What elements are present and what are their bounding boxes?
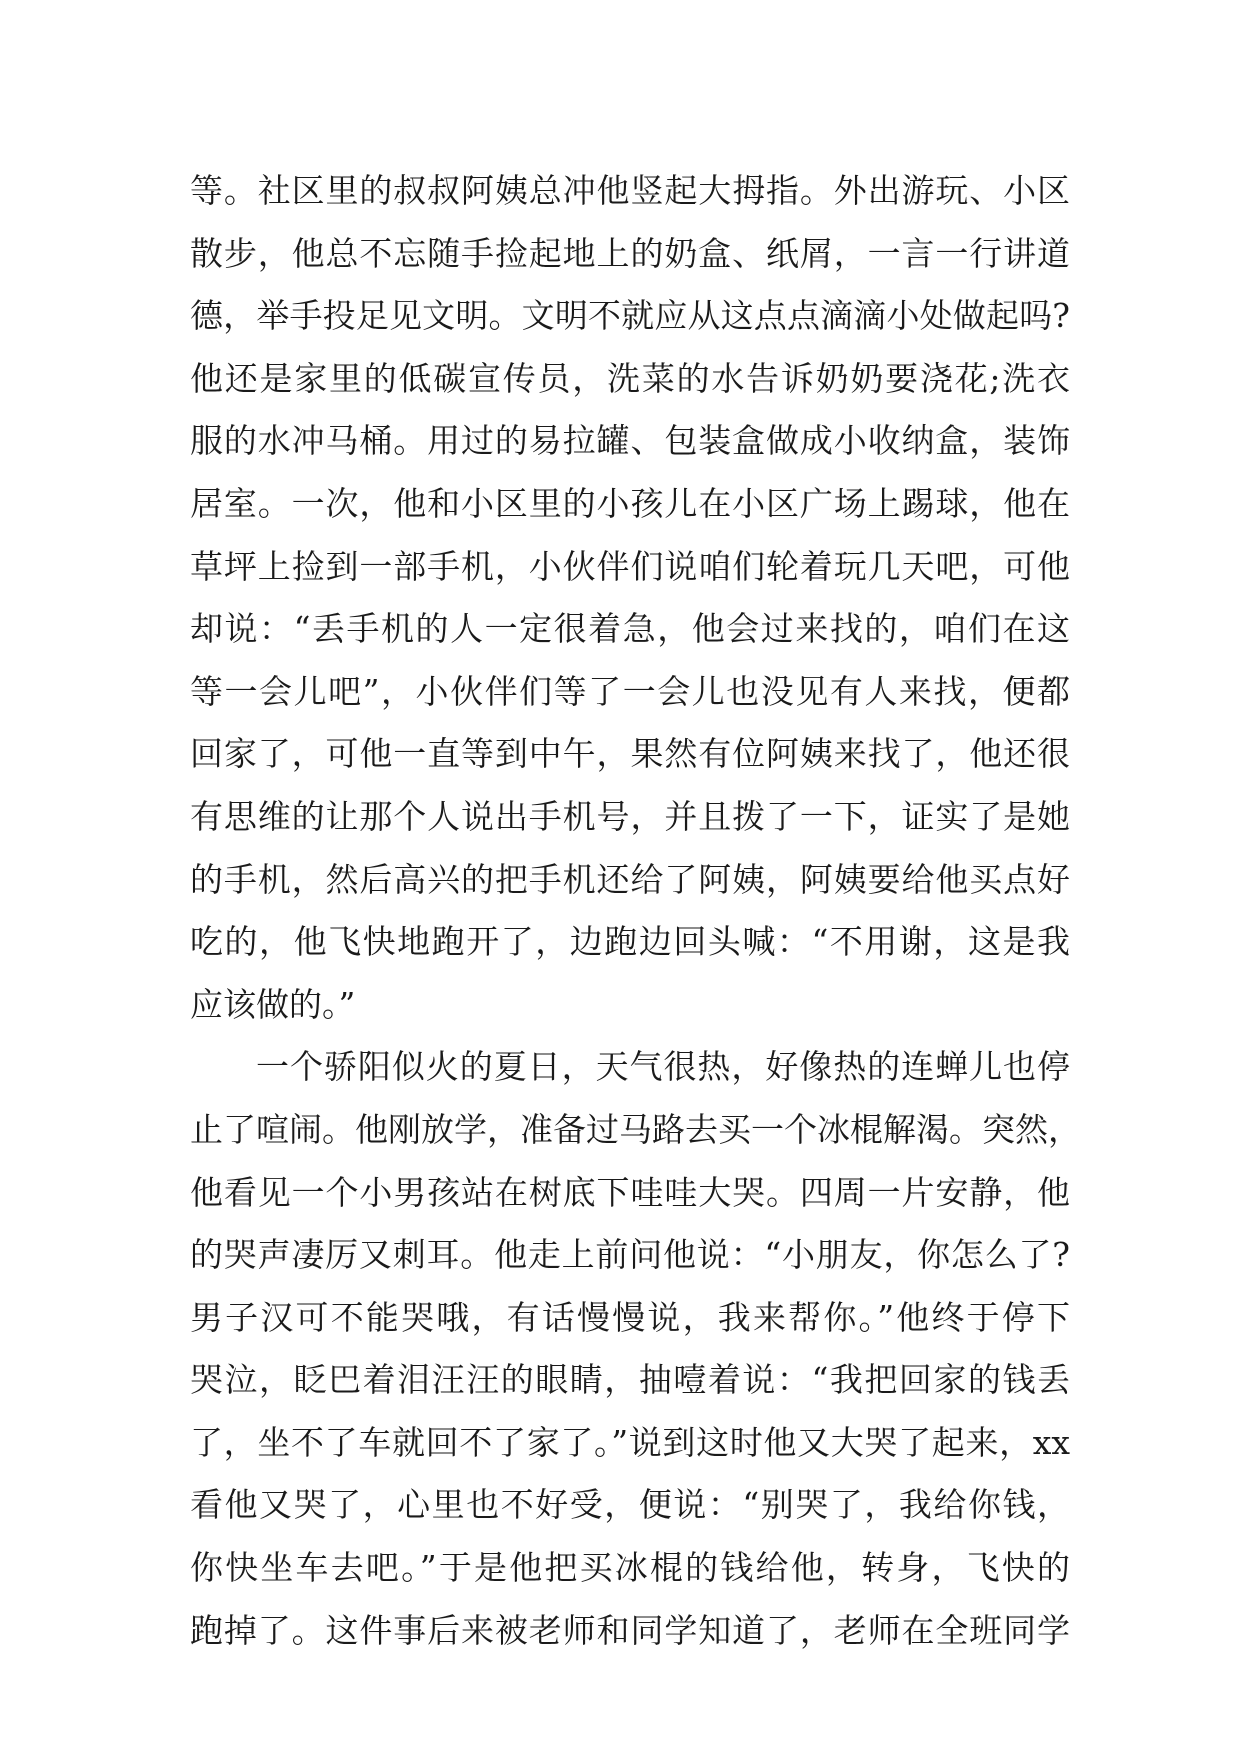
text-line: 却说：“丢手机的人一定很着急，他会过来找的，咱们在这 (190, 609, 1070, 649)
text-line: 看他又哭了，心里也不好受，便说：“别哭了，我给你钱， (190, 1485, 1070, 1525)
text-line: 回家了，可他一直等到中午，果然有位阿姨来找了，他还很 (190, 734, 1070, 774)
text-line: 服的水冲马桶。用过的易拉罐、包装盒做成小收纳盒，装饰 (190, 421, 1070, 461)
text-line: 止了喧闹。他刚放学，准备过马路去买一个冰棍解渴。突然， (190, 1109, 1081, 1149)
text-line: 居室。一次，他和小区里的小孩儿在小区广场上踢球，他在 (190, 483, 1070, 523)
text-line: 德，举手投足见文明。文明不就应从这点点滴滴小处做起吗? (190, 296, 1070, 336)
text-line: 了，坐不了车就回不了家了。”说到这时他又大哭了起来，xx (190, 1422, 1070, 1462)
text-line: 的手机，然后高兴的把手机还给了阿姨，阿姨要给他买点好 (190, 859, 1070, 899)
text-line: 草坪上捡到一部手机，小伙伴们说咱们轮着玩几天吧，可他 (190, 546, 1070, 586)
text-line: 一个骄阳似火的夏日，天气很热，好像热的连蝉儿也停 (256, 1047, 1070, 1087)
text-line: 你快坐车去吧。”于是他把买冰棍的钱给他，转身，飞快的 (190, 1548, 1070, 1588)
text-line: 他看见一个小男孩站在树底下哇哇大哭。四周一片安静，他 (190, 1172, 1070, 1212)
text-line: 男子汉可不能哭哦，有话慢慢说，我来帮你。”他终于停下 (190, 1297, 1070, 1337)
text-line: 他还是家里的低碳宣传员，洗菜的水告诉奶奶要浇花;洗衣 (190, 358, 1070, 398)
text-line: 等一会儿吧”，小伙伴们等了一会儿也没见有人来找，便都 (190, 671, 1070, 711)
text-line: 有思维的让那个人说出手机号，并且拨了一下，证实了是她 (190, 796, 1070, 836)
paragraph-2 (190, 1036, 1081, 1662)
text-line: 的哭声凄厉又刺耳。他走上前问他说：“小朋友，你怎么了? (190, 1235, 1070, 1275)
text-line: 应该做的。” (190, 984, 356, 1024)
text-line: 跑掉了。这件事后来被老师和同学知道了，老师在全班同学 (190, 1610, 1070, 1650)
text-line: 等。社区里的叔叔阿姨总冲他竖起大拇指。外出游玩、小区 (190, 171, 1070, 210)
text-line: 散步，他总不忘随手捡起地上的奶盒、纸屑，一言一行讲道 (190, 233, 1070, 273)
text-line: 吃的，他飞快地跑开了，边跑边回头喊：“不用谢，这是我 (190, 922, 1070, 962)
document-body (190, 160, 1081, 1662)
text-line: 哭泣，眨巴着泪汪汪的眼睛，抽噎着说：“我把回家的钱丢 (190, 1360, 1070, 1400)
paragraph-1 (190, 160, 1070, 1036)
